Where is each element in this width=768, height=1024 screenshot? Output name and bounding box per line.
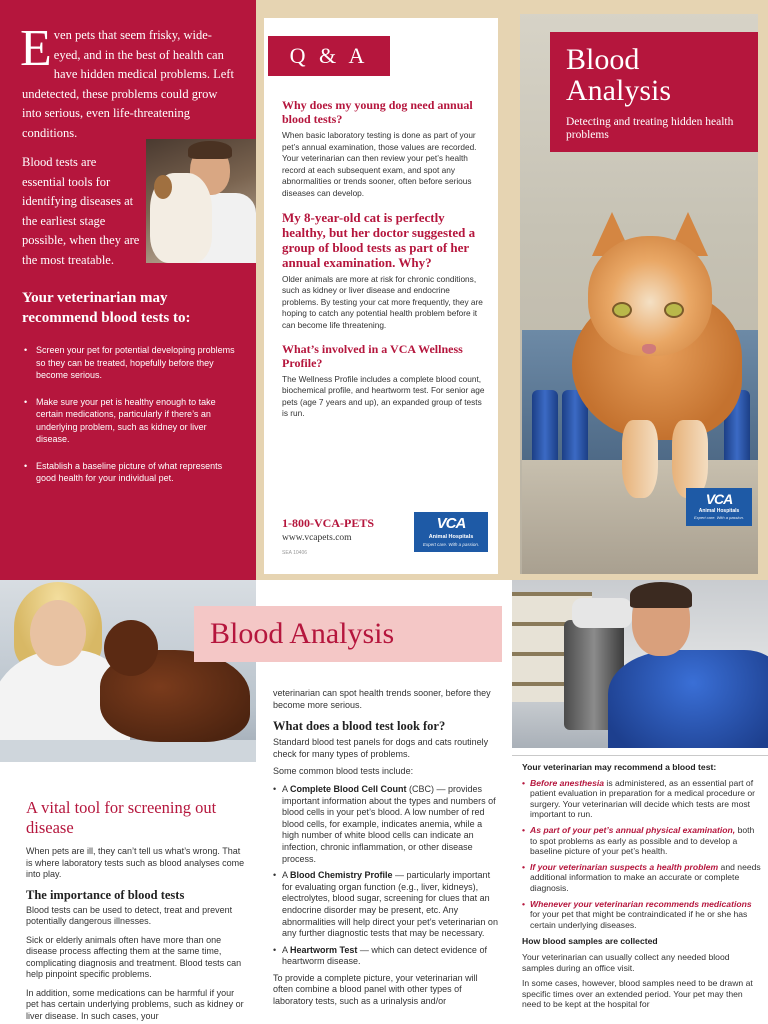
question-2: My 8-year-old cat is perfectly healthy, but her doctor suggested a group of blood tests as part of her annual examination. Why?	[282, 209, 476, 270]
recommend-heading: Your veterinarian may recommend a blood test:	[522, 762, 717, 772]
recommend-list	[22, 344, 236, 485]
list-item: • Establish a baseline picture of what represents good health for your individual pet.	[22, 460, 236, 485]
paragraph: Sick or elderly animals often have more than one disease process affecting them at the same time, complicating diagnosis and treatment. Blood tests can help pinpoint specific problems.	[26, 934, 242, 979]
answer-1: When basic laboratory testing is done as part of your pet’s annual examination, those values are recorded. Your veterinarian can then review your pet’s health record at each subsequent exam, and spot any abnormalities or trends sooner, often before serious diseases can develop.	[282, 130, 477, 198]
vca-logo-tagline: Expert care. With a passion.	[694, 515, 744, 520]
list-item: • A Complete Blood Cell Count (CBC) — provides important information about the types and numbers of blood cells in your pet’s blood. A low number of red blood cells, for example, indicates anemia, while a high number of white blood cells can indicate an infection, chronic inflammation, or other disease process.	[273, 784, 499, 865]
blood-tests-paragraph: Blood tests are essential tools for identifying diseases at the earliest stage possible, when they are the most treatable.	[22, 155, 140, 267]
phone-number[interactable]: 1-800-VCA-PETS	[282, 516, 374, 530]
qa-tag: Q & A	[268, 36, 390, 76]
paragraph: veterinarian can spot health trends sooner, before they become more serious.	[273, 688, 491, 710]
qa-panel	[256, 0, 512, 580]
recommend-panel	[512, 580, 768, 1024]
intro-panel	[0, 0, 256, 580]
paragraph: To provide a complete picture, your veterinarian will often combine a blood panel with other types of laboratory tests, such as a urinalysis and/or	[273, 972, 478, 1007]
paragraph: In addition, some medications can be harmful if your pet has certain underlying problems, such as kidney or liver disease. In such cases, your	[26, 987, 244, 1021]
recommend-heading: Your veterinarian may recommend blood tests to:	[22, 290, 191, 326]
paragraph: When pets are ill, they can’t tell us what’s wrong. That is where laboratory tests such as blood analyses come into play.	[26, 846, 245, 879]
divider	[512, 755, 768, 756]
veterinarian-with-dog-photo	[146, 139, 256, 263]
screening-heading: A vital tool for screening out disease	[26, 798, 217, 837]
question-1: Why does my young dog need annual blood tests?	[282, 98, 473, 126]
qa-card	[264, 18, 498, 574]
answer-2: Older animals are more at risk for chronic conditions, such as kidney or liver disease and endocrine problems. By testing your cat more frequently, they are hoping to catch any potential health problem before it can become life threatening.	[282, 273, 483, 330]
drop-cap: E	[20, 20, 52, 77]
list-item: • A Blood Chemistry Profile — particularly important for evaluating organ function (e.g., liver, kidneys), electrolytes, blood sugar, screening for clues that an endocrine disorder may be present, etc. Any abnormalities will help direct your pet’s veterinarian on any further diagnostic tests that may be necessary.	[273, 870, 499, 940]
intro-paragraph: Even pets that seem frisky, wide-eyed, and in the best of health can have hidden medical problems. Left undetected, these problems could grow into serious, even life-threatening conditions.	[20, 20, 234, 140]
paragraph: Your veterinarian can usually collect any needed blood samples during an office visit.	[522, 951, 730, 973]
vca-logo-sub: Animal Hospitals	[698, 508, 740, 514]
list-item: • Screen your pet for potential developing problems so they can be treated, hopefully before they become serious.	[22, 344, 236, 382]
list-item: • A Heartworm Test — which can detect evidence of heartworm disease.	[273, 945, 499, 968]
list-item: • Whenever your veterinarian recommends medications for your pet that might be contraindicated if he or she has certain underlying diseases.	[522, 899, 762, 931]
paragraph: Blood tests can be used to detect, treat and prevent potentially dangerous illnesses.	[26, 904, 233, 926]
vca-logo	[414, 512, 488, 552]
paragraph: In some cases, however, blood samples need to be drawn at specific times over an extended period. Your pet may then need to be kept at the hospital for	[522, 978, 753, 1010]
cover-title-box	[550, 32, 758, 152]
blood-analysis-panel	[210, 580, 512, 1024]
list-item: • Make sure your pet is healthy enough to take certain medications, particularly if there’s an underlying problem, such as kidney or liver disease.	[22, 396, 236, 446]
cover-subtitle: Detecting and treating hidden health problems	[566, 116, 734, 141]
blood-analysis-title: Blood Analysis	[194, 606, 502, 662]
cover-title-line-2: Analysis	[566, 74, 671, 107]
vca-logo-tagline: Expert care. With a passion.	[422, 542, 480, 547]
collection-heading: How blood samples are collected	[522, 936, 658, 947]
test-look-for-heading: What does a blood test look for?	[273, 719, 446, 734]
paragraph: Standard blood test panels for dogs and cats routinely check for many types of problems.	[273, 737, 489, 759]
vca-logo-sub: Animal Hospitals	[428, 534, 474, 540]
screening-body	[26, 846, 246, 1024]
vca-logo	[686, 488, 752, 526]
answer-3: The Wellness Profile includes a complete blood count, biochemical profile, and heartworm test. For senior age pets (age 7 years and up), an expanded group of tests is run.	[282, 373, 485, 419]
cover-panel	[512, 0, 768, 580]
blood-analysis-body	[273, 688, 499, 1014]
vca-logo-mark: VCA	[436, 515, 466, 532]
vca-logo-mark: VCA	[705, 491, 733, 507]
list-item: • As part of your pet’s annual physical examination, both to spot problems as early as possible and to develop a baseline picture of your pet’s health.	[522, 825, 762, 857]
blood-test-list	[273, 784, 499, 968]
question-3: What’s involved in a VCA Wellness Profile?	[282, 341, 463, 370]
paragraph: Some common blood tests include:	[273, 766, 414, 777]
cover-title-line-1: Blood	[566, 43, 640, 76]
recommend-box	[522, 762, 762, 1015]
list-item: • Before anesthesia is administered, as an essential part of patient evaluation in preparation for a medical procedure or surgery. Your veterinarian will decide which tests are most important to run.	[522, 778, 762, 820]
importance-heading: The importance of blood tests	[26, 887, 185, 902]
document-code: SEA 10406	[282, 550, 308, 556]
recommend-list	[522, 778, 762, 931]
list-item: • If your veterinarian suspects a health problem and needs additional information to make an accurate or complete diagnosis.	[522, 862, 762, 894]
technician-microscope-photo	[512, 580, 768, 748]
website-link[interactable]: www.vcapets.com	[282, 533, 352, 543]
